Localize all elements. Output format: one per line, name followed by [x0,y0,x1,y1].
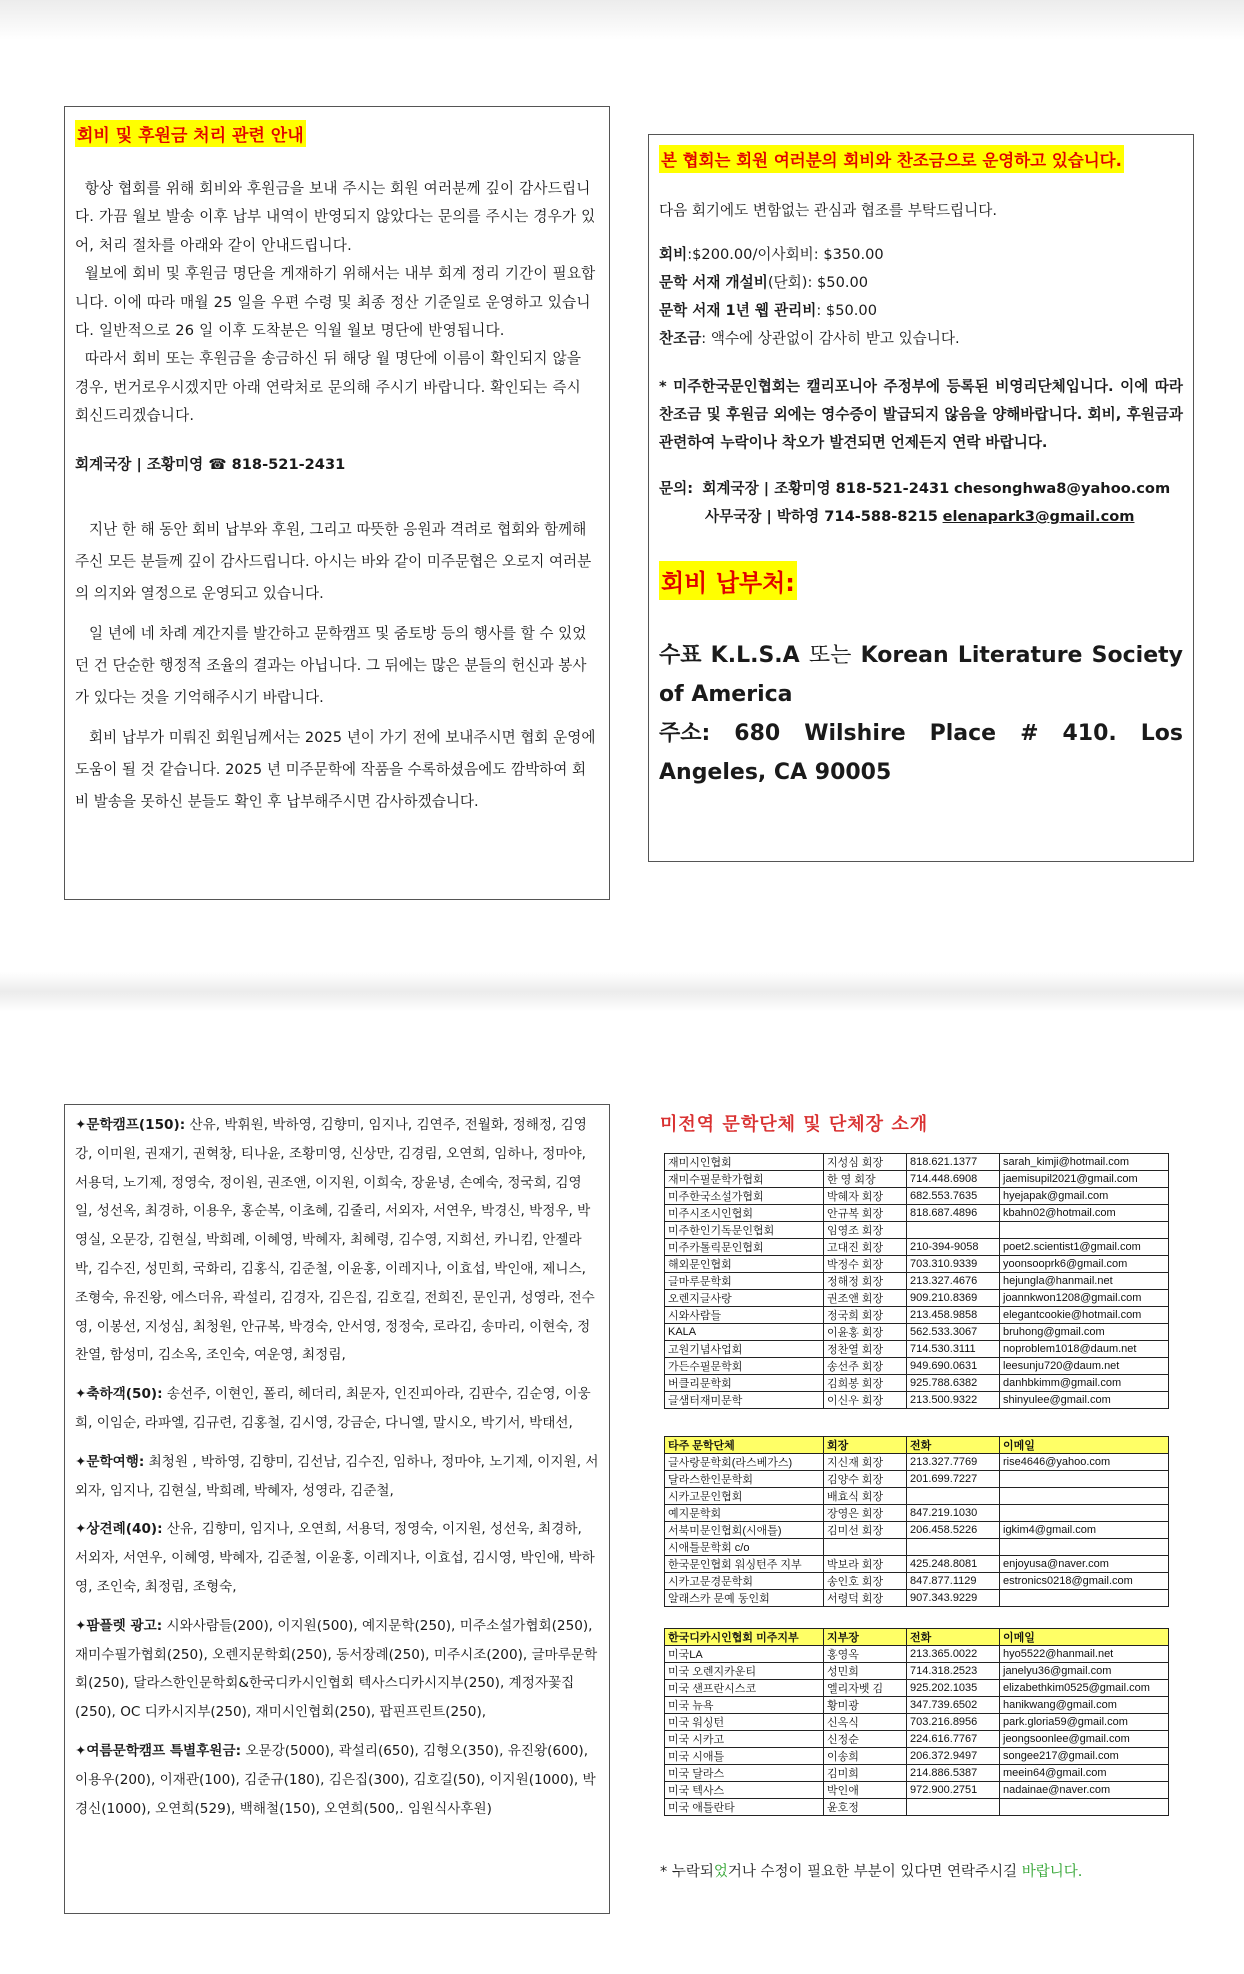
leader-cell: 한 영 회장 [824,1171,907,1188]
email-cell: janelyu36@gmail.com [1000,1663,1169,1680]
group-cell: 미국 텍사스 [665,1782,824,1799]
phone-cell: 949.690.0631 [907,1358,1000,1375]
leader-cell: 고대진 회장 [824,1239,907,1256]
thanks-para1: 지난 한 해 동안 회비 납부와 후원, 그리고 따뜻한 응원과 격려로 협회와 함께해 주신 모든 분들께 깊이 감사드립니다. 아시는 바와 같이 미주문협은 오로지 여러분의 의지와 열정으로 운영되고 있습니다. [75,520,592,602]
table-row [665,1731,1169,1748]
leader-cell [824,1539,907,1556]
leader-cell: 이신우 회장 [824,1392,907,1409]
leader-cell: 윤호정 [824,1799,907,1816]
phone-cell: 703.310.9339 [907,1256,1000,1273]
email-cell: nadainae@naver.com [1000,1782,1169,1799]
email-cell: noproblem1018@daum.net [1000,1341,1169,1358]
donor-section-camp: ✦문학캠프(150): 산유, 박휘원, 박하영, 김향미, 임지나, 김연주, 전월화, 정해정, 김영강, 이미원, 권재기, 권혁창, 티나윤, 조황미영, 신상만, 김경림, 오연희, 임하나, 정마야,서용덕, 노기제, 정영숙, 정이원, 권조앤, 이지원, 이희숙, 장윤녕, 손예숙, 정국희, 김영일, 성선옥, 최경하, 이용우, 홍순복, 이초혜, 김줄리, 서외자, 서연우, 박경신, 박정우, 박영실, 오문강, 김현실, 박희례, 이혜영, 박혜자, 최혜령, 김수영, 지희선, 카니킴, 안젤라박, 김수진, 성민희, 국화리, 김홍식, 김준철, 이윤홍, 이레지나, 이효섭, 박인애, 제니스, 조형숙, 유진왕, 에스더유, 곽설리, 김경자, 김은집, 김호길, 전희진, 문인귀, 성영라, 전수영, 이봉선, 지성심, 최청원, 안규복, 박경숙, 안서영, 정정숙, 로라김, 송마리, 이현숙, 정찬열, 함성미, 김소옥, 조인숙, 여운영, 최정림, [75,1117,595,1364]
treasurer-contact: 회계국장 | 조황미영 ☎ 818-521-2431 [75,455,346,473]
cooperation-request: 다음 회기에도 변함없는 관심과 협조를 부탁드립니다. [659,202,997,219]
donor-section-guests: ✦축하객(50): 송선주, 이현인, 폴리, 헤더리, 최문자, 인진피아라, 김판수, 김순영, 이웅희, 이임순, 라파엘, 김규련, 김홍철, 김시영, 강금순, 다니엘, 말시오, 박기서, 박태선, [75,1386,591,1431]
table-row [665,1488,1169,1505]
table-row [665,1358,1169,1375]
group-cell: 미국 시카고 [665,1731,824,1748]
leader-cell: 김미희 [824,1765,907,1782]
inquiry-contact-1: 문의: 회계국장 | 조황미영 818-521-2431 chesonghwa8@yahoo.com [659,480,1171,497]
table-row [665,1799,1169,1816]
leader-cell: 안규복 회장 [824,1205,907,1222]
inquiry-contact-2: 사무국장 | 박하영 714-588-8215 elenapark3@gmail.com [705,508,1135,525]
table-row [665,1392,1169,1409]
table-row [665,1590,1169,1607]
thanks-para2: 일 년에 네 차례 계간지를 발간하고 문학캠프 및 줌토방 등의 행사를 할 수 있었던 건 단순한 행정적 조율의 결과는 아닙니다. 그 뒤에는 많은 분들의 헌신과 봉사가 있다는 것을 기억해주시기 바랍니다. [75,624,587,706]
table-row [665,1307,1169,1324]
email-cell: hyejapak@gmail.com [1000,1188,1169,1205]
header-cell: 전화 [907,1437,1000,1454]
donor-section-trip: ✦문학여행: 최청원 , 박하영, 김향미, 김선남, 김수진, 임하나, 정마야, 노기제, 이지원, 서외자, 임지나, 김현실, 박희례, 박혜자, 성영라, 김준철, [75,1453,599,1499]
email-cell: shinyulee@gmail.com [1000,1392,1169,1409]
leader-cell: 송선주 회장 [824,1358,907,1375]
table-row [665,1522,1169,1539]
leader-cell: 성민희 [824,1663,907,1680]
phone-cell: 210-394-9058 [907,1239,1000,1256]
email-cell [1000,1488,1169,1505]
donation-item: 찬조금: 액수에 상관없이 감사히 받고 있습니다. [659,330,960,347]
phone-cell [907,1799,1000,1816]
leader-cell: 정해정 회장 [824,1273,907,1290]
group-cell: 미국 뉴욕 [665,1697,824,1714]
email-cell: jaemisupil2021@gmail.com [1000,1171,1169,1188]
fee-item: 회비:$200.00/이사회비: $350.00 [659,246,884,263]
phone-cell: 714.530.3111 [907,1341,1000,1358]
header-cell: 전화 [907,1629,1000,1646]
email-cell: danhbkimm@gmail.com [1000,1375,1169,1392]
header-cell: 이메일 [1000,1437,1169,1454]
leader-cell: 송인호 회장 [824,1573,907,1590]
group-cell: 달라스한인문학회 [665,1471,824,1488]
phone-cell: 925.202.1035 [907,1680,1000,1697]
email-cell: igkim4@gmail.com [1000,1522,1169,1539]
payment-title: 회비 납부처: [659,561,797,600]
email-cell: hyo5522@hanmail.net [1000,1646,1169,1663]
phone-cell: 818.621.1377 [907,1154,1000,1171]
leader-cell: 임영조 회장 [824,1222,907,1239]
inquiry-contacts [659,475,1183,531]
group-cell: 서북미문인협회(시애틀) [665,1522,824,1539]
group-cell: 재미시인협회 [665,1154,824,1171]
phone-cell: 224.616.7767 [907,1731,1000,1748]
header-cell: 이메일 [1000,1629,1169,1646]
page-separator [0,972,1244,1012]
table-row [665,1748,1169,1765]
email-cell [1000,1505,1169,1522]
table-header [665,1629,1169,1646]
email-cell: hejungla@hanmail.net [1000,1273,1169,1290]
group-cell: 시애틀문학회 c/o [665,1539,824,1556]
donor-section-meeting: ✦상견례(40): 산유, 김향미, 임지나, 오연희, 서용덕, 정영숙, 이지원, 성선욱, 최경하, 서외자, 서연우, 이혜영, 박혜자, 김준철, 이윤홍, 이레지나, 이효섭, 김시영, 박인애, 박하영, 조인숙, 최정림, 조형숙, [75,1521,595,1595]
email-cell [1000,1539,1169,1556]
group-cell: 예지문학회 [665,1505,824,1522]
table-row [665,1154,1169,1171]
payment-check: 수표 K.L.S.A 또는 Korean Literature Society of America [659,643,1183,707]
phone-cell: 703.216.8956 [907,1714,1000,1731]
payment-address: 주소: 680 Wilshire Place # 410. Los Angeles, CA 90005 [659,721,1183,785]
leader-cell: 이윤홍 회장 [824,1324,907,1341]
donor-list-box [64,1104,610,1914]
group-cell: 가든수필문학회 [665,1358,824,1375]
header-cell: 타주 문학단체 [665,1437,824,1454]
email-cell: rise4646@yahoo.com [1000,1454,1169,1471]
table-row [665,1556,1169,1573]
table-row [665,1324,1169,1341]
header-cell: 회장 [824,1437,907,1454]
email-cell: songee217@gmail.com [1000,1748,1169,1765]
leader-cell: 박혜자 회장 [824,1188,907,1205]
table-row [665,1273,1169,1290]
table-row [665,1341,1169,1358]
phone-cell: 847.219.1030 [907,1505,1000,1522]
table-row [665,1539,1169,1556]
page-top-shadow [0,0,1244,40]
leader-cell: 이송희 [824,1748,907,1765]
table-row [665,1290,1169,1307]
leader-cell: 홍영옥 [824,1646,907,1663]
other-state-groups-table [664,1436,1169,1607]
email-cell [1000,1471,1169,1488]
email-cell: estronics0218@gmail.com [1000,1573,1169,1590]
leader-cell: 정국희 회장 [824,1307,907,1324]
leader-cell: 박정수 회장 [824,1256,907,1273]
thanks-para3: 회비 납부가 미뤄진 회원님께서는 2025 년이 가기 전에 보내주시면 협회 운영에 도움이 될 것 같습니다. 2025 년 미주문학에 작품을 수록하셨음에도 깜박하여 회비 발송을 못하신 분들도 확인 후 납부해주시면 감사하겠습니다. [75,728,596,810]
email-cell: sarah_kimji@hotmail.com [1000,1154,1169,1171]
email-cell: elizabethkim0525@gmail.com [1000,1680,1169,1697]
group-cell: 미주카톨릭문인협회 [665,1239,824,1256]
email-cell: hanikwang@gmail.com [1000,1697,1169,1714]
phone-cell: 213.327.4676 [907,1273,1000,1290]
table-row [665,1171,1169,1188]
email-cell: meein64@gmail.com [1000,1765,1169,1782]
group-cell: 오렌지글사랑 [665,1290,824,1307]
group-cell: 미주한국소설가협회 [665,1188,824,1205]
phone-cell: 847.877.1129 [907,1573,1000,1590]
table-row [665,1188,1169,1205]
phone-cell: 714.448.6908 [907,1171,1000,1188]
table-row [665,1573,1169,1590]
phone-cell: 213.327.7769 [907,1454,1000,1471]
phone-cell: 214.886.5387 [907,1765,1000,1782]
donor-section-special: ✦여름문학캠프 특별후원금: 오문강(5000), 곽설리(650), 김형오(350), 유진왕(600), 이용우(200), 이재관(100), 김준규(180), 김은집(300), 김호길(50), 이지원(1000), 박경신(1000), 오연희(529), 백해철(150), 오연희(500,. 임원식사후원) [75,1742,596,1817]
office-fee-item: 문학 서재 개설비(단회): $50.00 [659,274,869,291]
table-row [665,1239,1169,1256]
directory-footnote: * 누락되었거나 수정이 필요한 부분이 있다면 연락주시길 바랍니다. [660,1864,1083,1880]
leader-cell: 권조앤 회장 [824,1290,907,1307]
leader-cell: 박인애 [824,1782,907,1799]
group-cell: 미국 워싱턴 [665,1714,824,1731]
table-row [665,1714,1169,1731]
phone-cell: 714.318.2523 [907,1663,1000,1680]
phone-cell: 201.699.7227 [907,1471,1000,1488]
email-cell [1000,1590,1169,1607]
operation-box [648,134,1194,862]
group-cell: 재미수필문학가협회 [665,1171,824,1188]
phone-cell: 907.343.9229 [907,1590,1000,1607]
leader-cell: 박보라 회장 [824,1556,907,1573]
phone-cell: 909.210.8369 [907,1290,1000,1307]
phone-cell: 972.900.2751 [907,1782,1000,1799]
phone-cell: 562.533.3067 [907,1324,1000,1341]
fee-notice-box [64,106,610,900]
table-row [665,1222,1169,1239]
group-cell: 시와사람들 [665,1307,824,1324]
operation-title: 본 협회는 회원 여러분의 회비와 찬조금으로 운영하고 있습니다. [659,145,1124,173]
table-row [665,1454,1169,1471]
header-cell: 지부장 [824,1629,907,1646]
fee-notice-para1: 항상 협회를 위해 회비와 후원금을 보내 주시는 회원 여러분께 깊이 감사드립니다. 가끔 월보 발송 이후 납부 내역이 반영되지 않았다는 문의를 주시는 경우가 있어, 처리 절차를 아래와 같이 안내드립니다. [75,180,596,254]
leader-cell: 엘리자벳 김 [824,1680,907,1697]
local-groups-table [664,1153,1169,1409]
email-link-1[interactable]: chesonghwa8@yahoo.com [953,480,1171,497]
email-cell: yoonsooprk6@gmail.com [1000,1256,1169,1273]
directory-title: 미전역 문학단체 및 단체장 소개 [660,1114,929,1135]
table-row [665,1205,1169,1222]
table-header [665,1437,1169,1454]
group-cell: 미국 시애틀 [665,1748,824,1765]
leader-cell: 김양수 회장 [824,1471,907,1488]
leader-cell: 장영은 회장 [824,1505,907,1522]
phone-cell: 347.739.6502 [907,1697,1000,1714]
email-cell: bruhong@gmail.com [1000,1324,1169,1341]
leader-cell: 신정순 [824,1731,907,1748]
table-row [665,1765,1169,1782]
table-row [665,1782,1169,1799]
donor-section-ads: ✦팜플렛 광고: 시와사람들(200), 이지원(500), 예지문학(250), 미주소설가협회(250), 재미수필가협회(250), 오렌지문학회(250), 동서장례(250), 미주시조(200), 글마루문학회(250), 달라스한인문학회&한국디카시인협회 텍사스디카시지부(250), 계정자꽃집(250), OC 디카시지부(250), 재미시인협회(250), 팝핀프린트(250), [75,1617,598,1721]
nonprofit-notice: * 미주한국문인협회는 캘리포니아 주정부에 등록된 비영리단체입니다. 이에 따라 찬조금 및 후원금 외에는 영수증이 발급되지 않음을 양해바랍니다. 회비, 후원금과 관련하여 누락이나 착오가 발견되면 언제든지 연락 바랍니다. [659,378,1183,451]
email-cell: elegantcookie@hotmail.com [1000,1307,1169,1324]
leader-cell: 신옥식 [824,1714,907,1731]
fee-notice-para2: 월보에 회비 및 후원금 명단을 게재하기 위해서는 내부 회계 정리 기간이 필요합니다. 이에 따라 매월 25 일을 우편 수령 및 최종 정산 기준일로 운영하고 있습니다. 일반적으로 26 일 이후 도착분은 익월 월보 명단에 반영됩니다. [75,265,596,340]
leader-cell: 서령덕 회장 [824,1590,907,1607]
group-cell: 미국LA [665,1646,824,1663]
group-cell: 알래스카 문예 동인회 [665,1590,824,1607]
email-cell [1000,1222,1169,1239]
email-cell [1000,1799,1169,1816]
email-link-2[interactable]: elenapark3@gmail.com [942,508,1135,525]
group-cell: 글마루문학회 [665,1273,824,1290]
group-cell: 시카고문경문학회 [665,1573,824,1590]
group-cell: 한국문인협회 워싱턴주 지부 [665,1556,824,1573]
fee-notice-para3: 따라서 회비 또는 후원금을 송금하신 뒤 해당 월 명단에 이름이 확인되지 않을 경우, 번거로우시겠지만 아래 연락처로 문의해 주시기 바랍니다. 확인되는 즉시 회신드리겠습니다. [75,350,582,425]
phone-cell: 213.365.0022 [907,1646,1000,1663]
leader-cell: 배효식 회장 [824,1488,907,1505]
table-row [665,1646,1169,1663]
email-cell: kbahn02@hotmail.com [1000,1205,1169,1222]
fee-notice-title: 회비 및 후원금 처리 관련 안내 [75,120,306,147]
leader-cell: 김미선 회장 [824,1522,907,1539]
phone-cell: 818.687.4896 [907,1205,1000,1222]
group-cell: 글샘터재미문학 [665,1392,824,1409]
email-cell: jeongsoonlee@gmail.com [1000,1731,1169,1748]
table-row [665,1256,1169,1273]
email-cell: park.gloria59@gmail.com [1000,1714,1169,1731]
group-cell: 미국 오렌지카운티 [665,1663,824,1680]
email-cell: joannkwon1208@gmail.com [1000,1290,1169,1307]
phone-cell: 425.248.8081 [907,1556,1000,1573]
web-fee-item: 문학 서재 1년 웹 관리비: $50.00 [659,302,877,319]
table-row [665,1680,1169,1697]
header-cell: 한국디카시인협회 미주지부 [665,1629,824,1646]
table-row [665,1505,1169,1522]
group-cell: 미국 샌프란시스코 [665,1680,824,1697]
phone-cell: 213.458.9858 [907,1307,1000,1324]
table-row [665,1375,1169,1392]
leader-cell: 정찬열 회장 [824,1341,907,1358]
group-cell: 시카고문인협회 [665,1488,824,1505]
table-row [665,1697,1169,1714]
group-cell: 미주한인기독문인협회 [665,1222,824,1239]
table-row [665,1471,1169,1488]
dica-branches-table [664,1628,1169,1816]
group-cell: 해외문인협회 [665,1256,824,1273]
email-cell: poet2.scientist1@gmail.com [1000,1239,1169,1256]
leader-cell: 김희봉 회장 [824,1375,907,1392]
group-cell: 미주시조시인협회 [665,1205,824,1222]
phone-cell: 925.788.6382 [907,1375,1000,1392]
fee-list [659,241,1183,353]
table-row [665,1663,1169,1680]
phone-cell: 206.458.5226 [907,1522,1000,1539]
email-cell: enjoyusa@naver.com [1000,1556,1169,1573]
email-cell: leesunju720@daum.net [1000,1358,1169,1375]
group-cell: 미국 애틀란타 [665,1799,824,1816]
group-cell: KALA [665,1324,824,1341]
leader-cell: 황미광 [824,1697,907,1714]
phone-cell [907,1539,1000,1556]
phone-cell [907,1222,1000,1239]
phone-cell [907,1488,1000,1505]
group-cell: 버클리문학회 [665,1375,824,1392]
group-cell: 미국 달라스 [665,1765,824,1782]
group-cell: 고원기념사업회 [665,1341,824,1358]
phone-cell: 206.372.9497 [907,1748,1000,1765]
leader-cell: 지성심 회장 [824,1154,907,1171]
group-cell: 글사랑문학회(라스베가스) [665,1454,824,1471]
phone-cell: 213.500.9322 [907,1392,1000,1409]
phone-cell: 682.553.7635 [907,1188,1000,1205]
leader-cell: 지신재 회장 [824,1454,907,1471]
